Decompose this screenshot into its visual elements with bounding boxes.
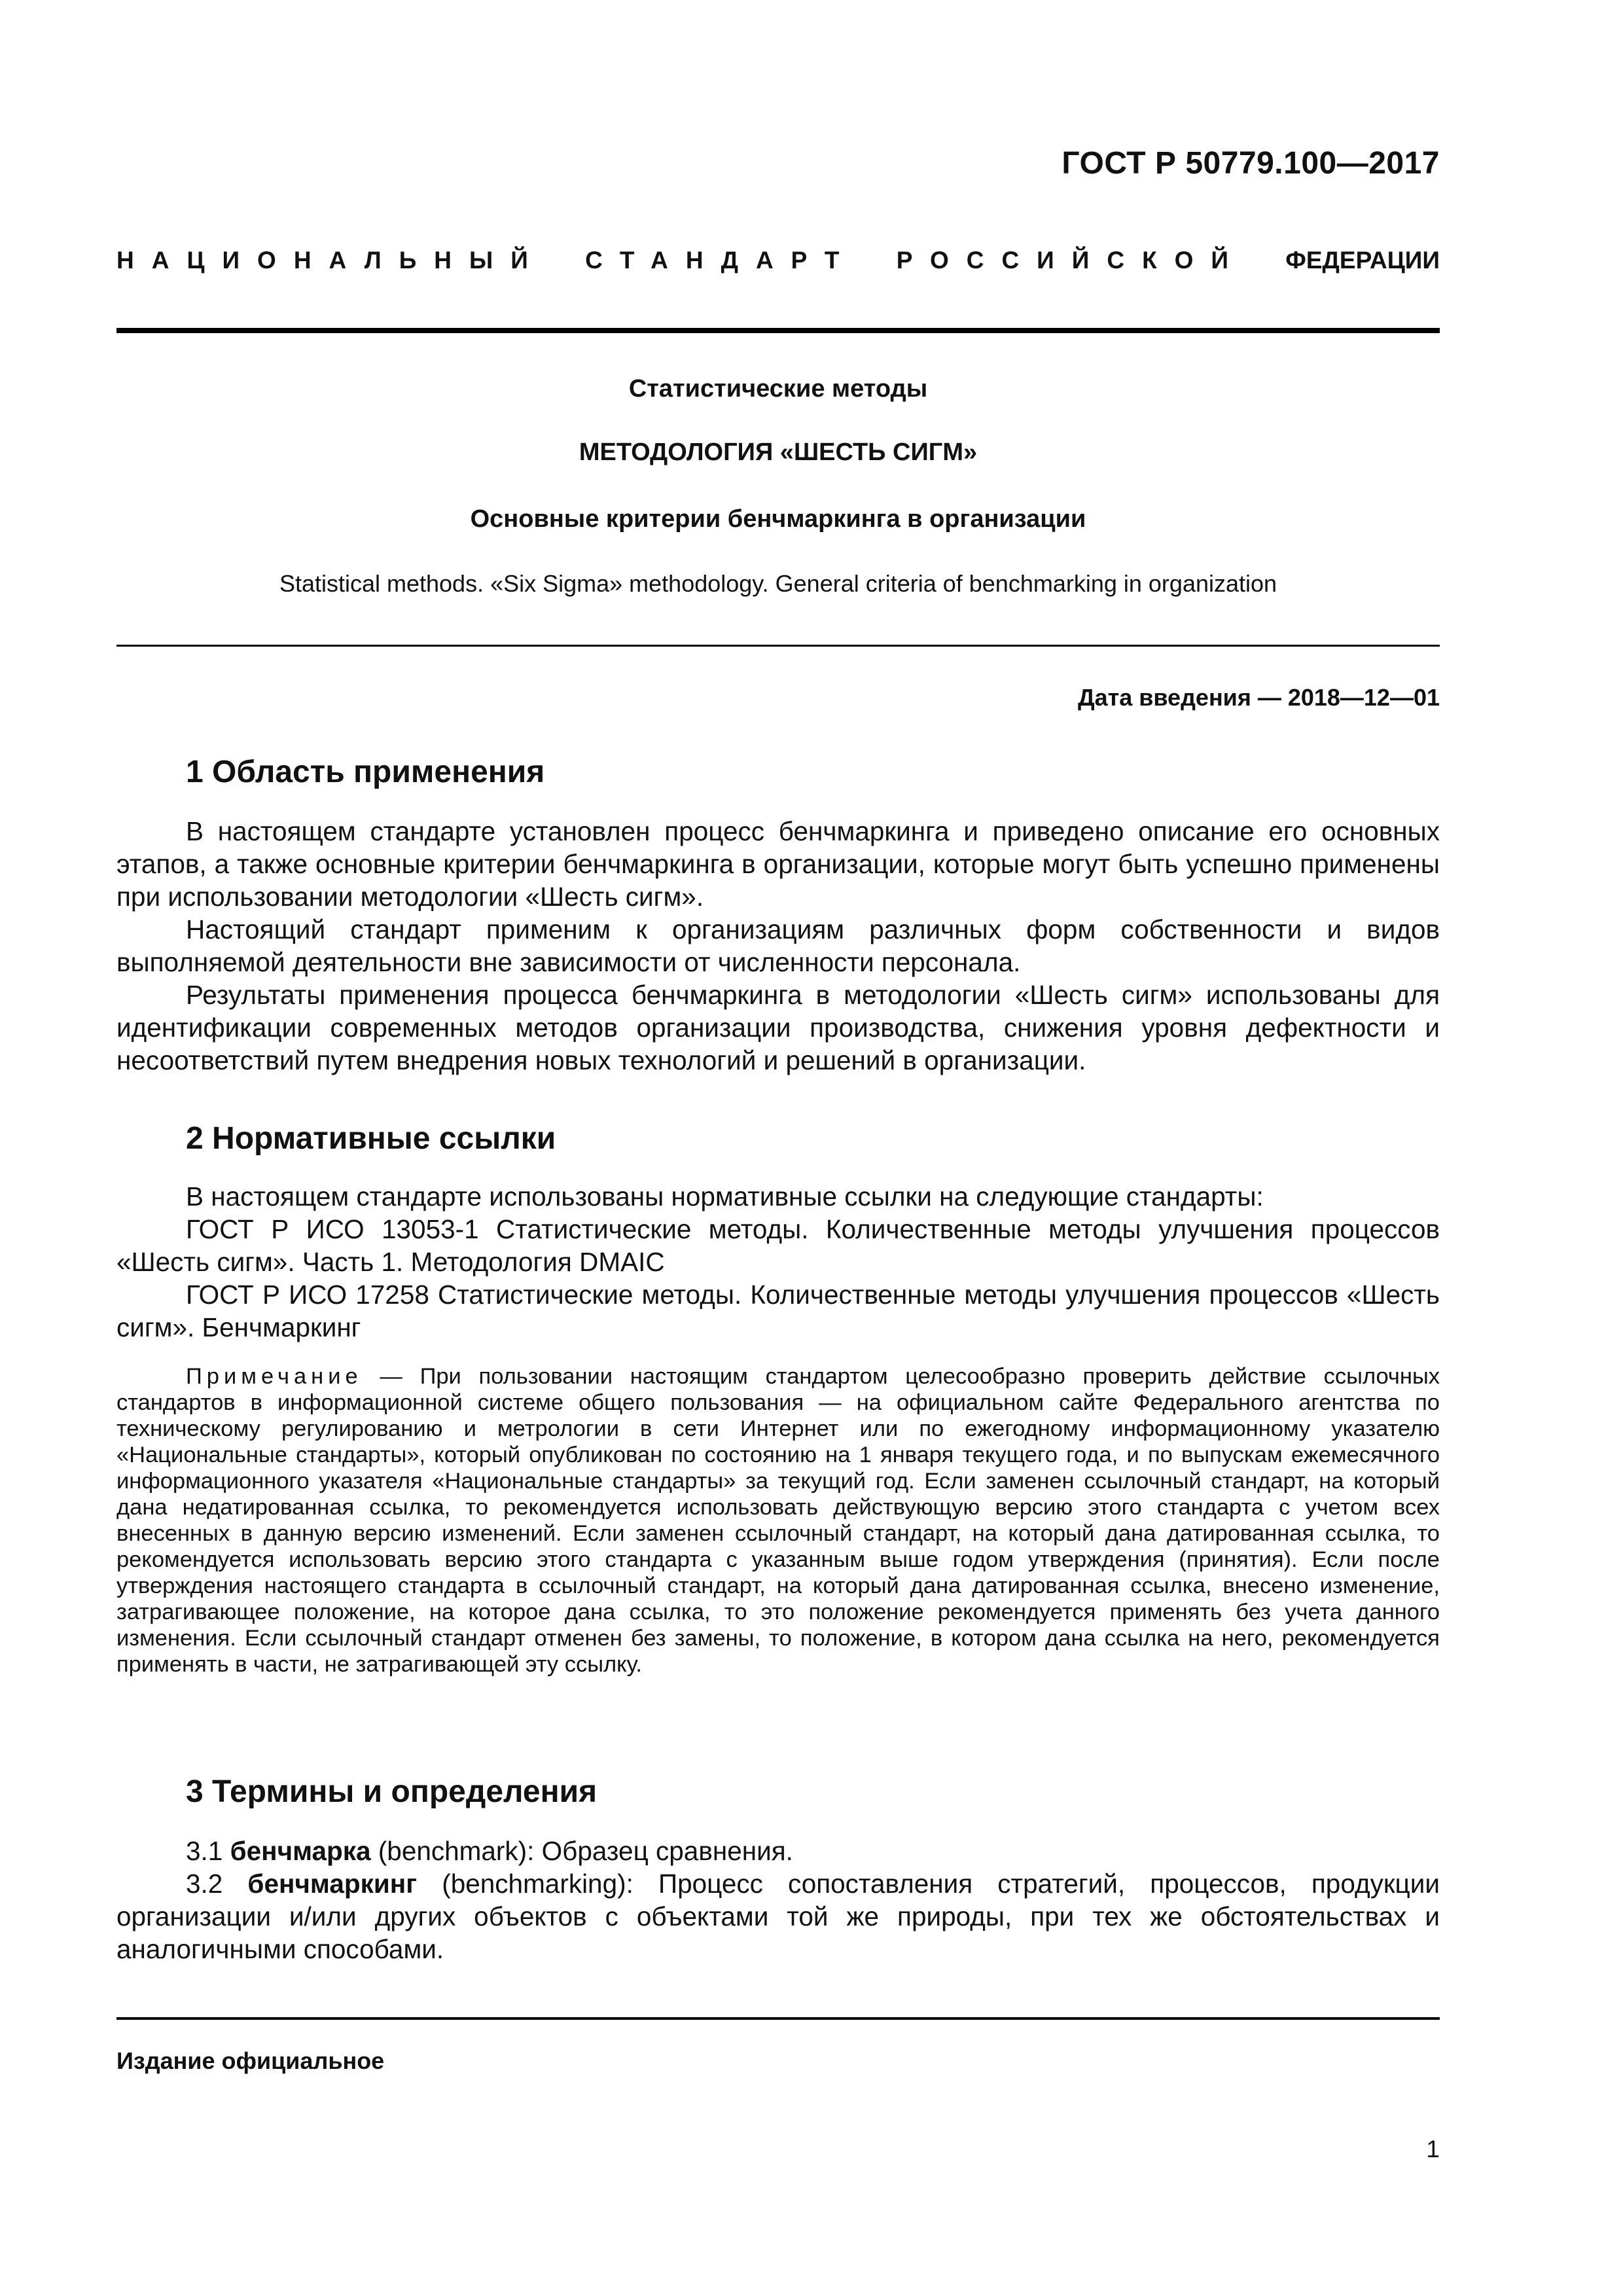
note-label: Примечание: [186, 1364, 363, 1389]
section-3-body: [116, 1835, 1440, 1965]
paragraph: Результаты применения процесса бенчмаркинга в методологии «Шесть сигм» использованы для идентификации современных методов организации производства, снижения уровня дефектности и несоответствий путем внедрения новых технологий и решений в организации.: [116, 980, 1440, 1075]
term-text: (benchmark): Образец сравнения.: [370, 1836, 793, 1866]
paragraph: В настоящем стандарте установлен процесс бенчмаркинга и приведено описание его основных этапов, а также основные критерии бенчмаркинга в организации, которые могут быть успешно применены при использовании методологии «Шесть сигм».: [116, 816, 1440, 912]
national-word: СТАНДАРТ: [585, 247, 857, 274]
title-line-2: МЕТОДОЛОГИЯ «ШЕСТЬ СИГМ»: [579, 439, 978, 466]
note: [116, 1363, 1440, 1677]
page-number: 1: [1426, 2136, 1440, 2162]
footer-divider: [116, 2017, 1440, 2020]
section-2-title: 2 Нормативные ссылки: [186, 1121, 556, 1156]
divider-thick: [116, 328, 1440, 333]
official-edition-label: Издание официальное: [116, 2047, 385, 2074]
title-line-3: Основные критерии бенчмаркинга в организации: [470, 505, 1086, 533]
divider: [116, 645, 1440, 647]
section-1-body: [116, 815, 1440, 1077]
term-number: 3.2: [186, 1869, 248, 1899]
term-definition: [116, 1867, 1440, 1965]
section-1-title: 1 Область применения: [186, 755, 545, 789]
term-definition: [116, 1835, 1440, 1867]
paragraph: Настоящий стандарт применим к организациям различных форм собственности и видов выполняемой деятельности вне зависимости от численности персонала.: [116, 914, 1440, 977]
note-text: — При пользовании настоящим стандартом целесообразно проверить действие ссылочных стандартов в информационной системе общего пользования — на официальном сайте Федерального агентства по техническому регулированию и метрологии в сети Интернет или по ежегодному информационному указателю «Национальные стандарты», который опубликован по состоянию на 1 января текущего года, и по выпускам ежемесячного информационного указателя «Национальные стандарты» за текущий год. Если заменен ссылочный стандарт, на который дана недатированная ссылка, то рекомендуется использовать действующую версию этого стандарта с учетом всех внесенных в данную версию изменений. Если заменен ссылочный стандарт, на который дана датированная ссылка, то рекомендуется использовать версию этого стандарта с указанным выше годом утверждения (принятия). Если после утверждения настоящего стандарта в ссылочный стандарт, на который дана датированная ссылка, внесено изменение, затрагивающее положение, на которое дана ссылка, то это положение рекомендуется применять без учета данного изменения. Если ссылочный стандарт отменен без замены, то положение, в котором дана ссылка на него, рекомендуется применять в части, не затрагивающей эту ссылку.: [116, 1364, 1440, 1677]
national-standard-heading: [116, 247, 1440, 274]
term-number: 3.1: [186, 1836, 230, 1866]
title-line-1: Статистические методы: [628, 375, 928, 403]
section-2-body: [116, 1180, 1440, 1344]
term: бенчмаркинг: [247, 1869, 418, 1899]
term-text: (benchmarking): Процесс сопоставления стратегий, процессов, продукции организации и/или других объектов с объектами той же природы, при тех же обстоятельствах и аналогичными способами.: [116, 1869, 1440, 1964]
document-page: [116, 0, 1440, 2296]
national-word: НАЦИОНАЛЬНЫЙ: [116, 247, 546, 274]
national-word: ФЕДЕРАЦИИ: [1285, 247, 1440, 274]
term: бенчмарка: [230, 1836, 371, 1866]
section-3-title: 3 Термины и определения: [186, 1774, 597, 1809]
paragraph: В настоящем стандарте использованы нормативные ссылки на следующие стандарты:: [186, 1181, 1264, 1211]
introduction-date: Дата введения — 2018—12—01: [1077, 684, 1440, 711]
english-title: Statistical methods. «Six Sigma» methodology. General criteria of benchmarking in organization: [279, 570, 1277, 597]
national-word: РОССИЙСКОЙ: [896, 247, 1247, 274]
paragraph: ГОСТ Р ИСО 13053-1 Статистические методы. Количественные методы улучшения процессов «Шесть сигм». Часть 1. Методология DMAIC: [116, 1214, 1440, 1277]
paragraph: ГОСТ Р ИСО 17258 Статистические методы. Количественные методы улучшения процессов «Шесть сигм». Бенчмаркинг: [116, 1280, 1440, 1342]
standard-designation: ГОСТ Р 50779.100—2017: [1061, 146, 1440, 181]
